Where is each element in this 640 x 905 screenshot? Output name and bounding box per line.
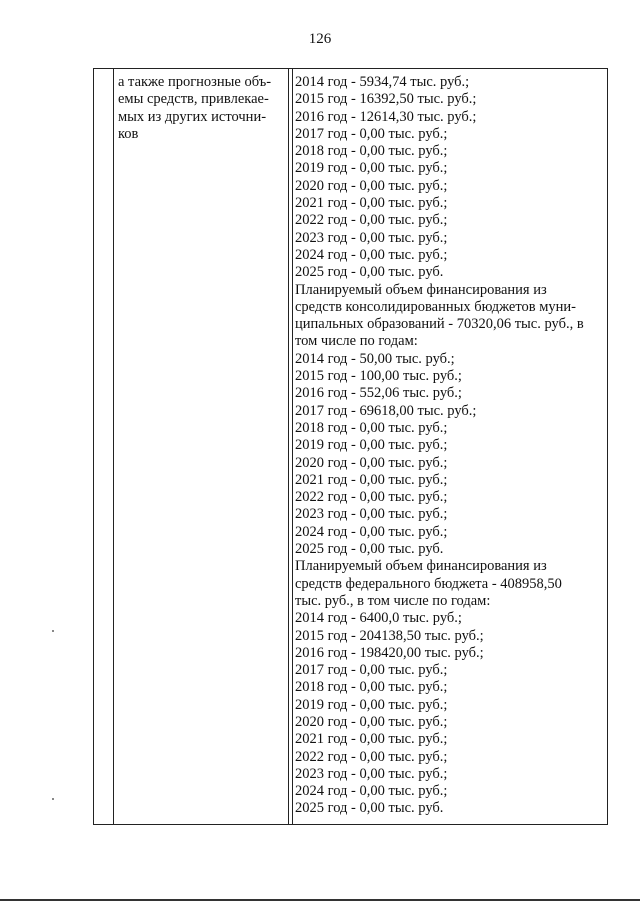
value-line: Планируемый объем финансирования из xyxy=(295,281,547,298)
value-line: средств федерального бюджета - 408958,50 xyxy=(295,575,562,592)
value-line: 2016 год - 12614,30 тыс. руб.; xyxy=(295,108,477,125)
table-divider xyxy=(113,69,114,824)
value-line: 2022 год - 0,00 тыс. руб.; xyxy=(295,748,448,765)
table-divider xyxy=(288,69,289,824)
value-line: 2019 год - 0,00 тыс. руб.; xyxy=(295,160,448,177)
value-line: 2025 год - 0,00 тыс. руб. xyxy=(295,541,444,558)
value-line: 2022 год - 0,00 тыс. руб.; xyxy=(295,489,448,506)
value-line: 2024 год - 0,00 тыс. руб.; xyxy=(295,246,448,263)
value-line: 2024 год - 0,00 тыс. руб.; xyxy=(295,783,448,800)
value-line: 2017 год - 69618,00 тыс. руб.; xyxy=(295,402,477,419)
value-line: 2023 год - 0,00 тыс. руб.; xyxy=(295,506,448,523)
value-line: 2021 год - 0,00 тыс. руб.; xyxy=(295,731,448,748)
value-line: 2014 год - 50,00 тыс. руб.; xyxy=(295,350,455,367)
value-line: средств консолидированных бюджетов муни- xyxy=(295,298,576,315)
label-line: емы средств, привлекае- xyxy=(118,91,269,108)
value-line: 2015 год - 16392,50 тыс. руб.; xyxy=(295,91,477,108)
value-line: ципальных образований - 70320,06 тыс. руб., в xyxy=(295,316,584,333)
value-line: 2018 год - 0,00 тыс. руб.; xyxy=(295,679,448,696)
value-line: 2018 год - 0,00 тыс. руб.; xyxy=(295,419,448,436)
page-number: 126 xyxy=(308,31,332,47)
value-line: 2020 год - 0,00 тыс. руб.; xyxy=(295,713,448,730)
value-line: том числе по годам: xyxy=(295,333,418,350)
value-line: 2019 год - 0,00 тыс. руб.; xyxy=(295,437,448,454)
value-line: 2025 год - 0,00 тыс. руб. xyxy=(295,264,444,281)
value-line: 2025 год - 0,00 тыс. руб. xyxy=(295,800,444,817)
label-line: а также прогнозные объ- xyxy=(118,74,272,90)
value-line: 2015 год - 100,00 тыс. руб.; xyxy=(295,368,462,385)
table-divider xyxy=(292,69,293,824)
value-line: 2024 год - 0,00 тыс. руб.; xyxy=(295,523,448,540)
value-line: 2017 год - 0,00 тыс. руб.; xyxy=(295,662,448,679)
value-line: 2016 год - 552,06 тыс. руб.; xyxy=(295,385,462,402)
label-line: ков xyxy=(118,125,139,142)
value-line: 2023 год - 0,00 тыс. руб.; xyxy=(295,229,448,246)
scan-mark xyxy=(52,798,54,800)
value-line: 2021 год - 0,00 тыс. руб.; xyxy=(295,195,448,212)
value-line: 2016 год - 198420,00 тыс. руб.; xyxy=(295,644,484,661)
value-line: 2020 год - 0,00 тыс. руб.; xyxy=(295,454,448,471)
value-line: тыс. руб., в том числе по годам: xyxy=(295,592,491,609)
table-cell-values xyxy=(295,74,607,818)
document-table xyxy=(93,68,608,825)
label-line: мых из других источни- xyxy=(118,108,267,125)
scan-mark xyxy=(52,630,54,632)
value-line: 2021 год - 0,00 тыс. руб.; xyxy=(295,471,448,488)
value-line: 2022 год - 0,00 тыс. руб.; xyxy=(295,212,448,229)
value-line: 2014 год - 6400,0 тыс. руб.; xyxy=(295,610,462,627)
value-line: 2015 год - 204138,50 тыс. руб.; xyxy=(295,627,484,644)
table-cell-label xyxy=(118,74,286,143)
value-line: 2018 год - 0,00 тыс. руб.; xyxy=(295,143,448,160)
value-line: 2020 год - 0,00 тыс. руб.; xyxy=(295,177,448,194)
value-line: 2023 год - 0,00 тыс. руб.; xyxy=(295,765,448,782)
scan-edge xyxy=(0,899,640,901)
value-line: 2019 год - 0,00 тыс. руб.; xyxy=(295,696,448,713)
value-line: 2014 год - 5934,74 тыс. руб.; xyxy=(295,74,470,90)
value-line: Планируемый объем финансирования из xyxy=(295,558,547,575)
value-line: 2017 год - 0,00 тыс. руб.; xyxy=(295,125,448,142)
